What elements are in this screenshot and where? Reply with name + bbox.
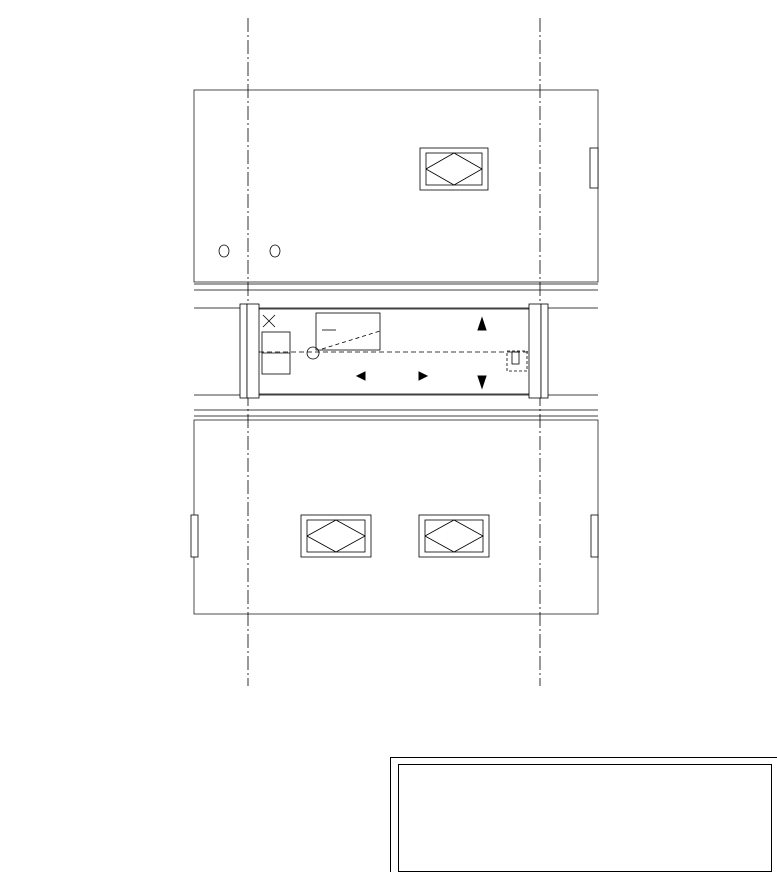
wtw-unit (262, 315, 290, 374)
nok-vent-box (507, 351, 527, 371)
dimension-1431 (478, 318, 486, 388)
skylight-top (420, 148, 488, 190)
title-block (398, 764, 772, 872)
skylight-bottom-right (419, 515, 489, 557)
wall-right (529, 304, 548, 398)
vlizotrap-hatch (316, 313, 380, 350)
wall-left (240, 304, 259, 398)
roof-slope-bottom (194, 420, 598, 614)
rm-symbol (307, 347, 319, 359)
attic-floor (259, 309, 529, 394)
roof-slope-top (194, 90, 598, 282)
roof-vents (219, 245, 280, 257)
skylight-bottom-left (301, 515, 371, 557)
dimension-4800 (357, 372, 427, 380)
